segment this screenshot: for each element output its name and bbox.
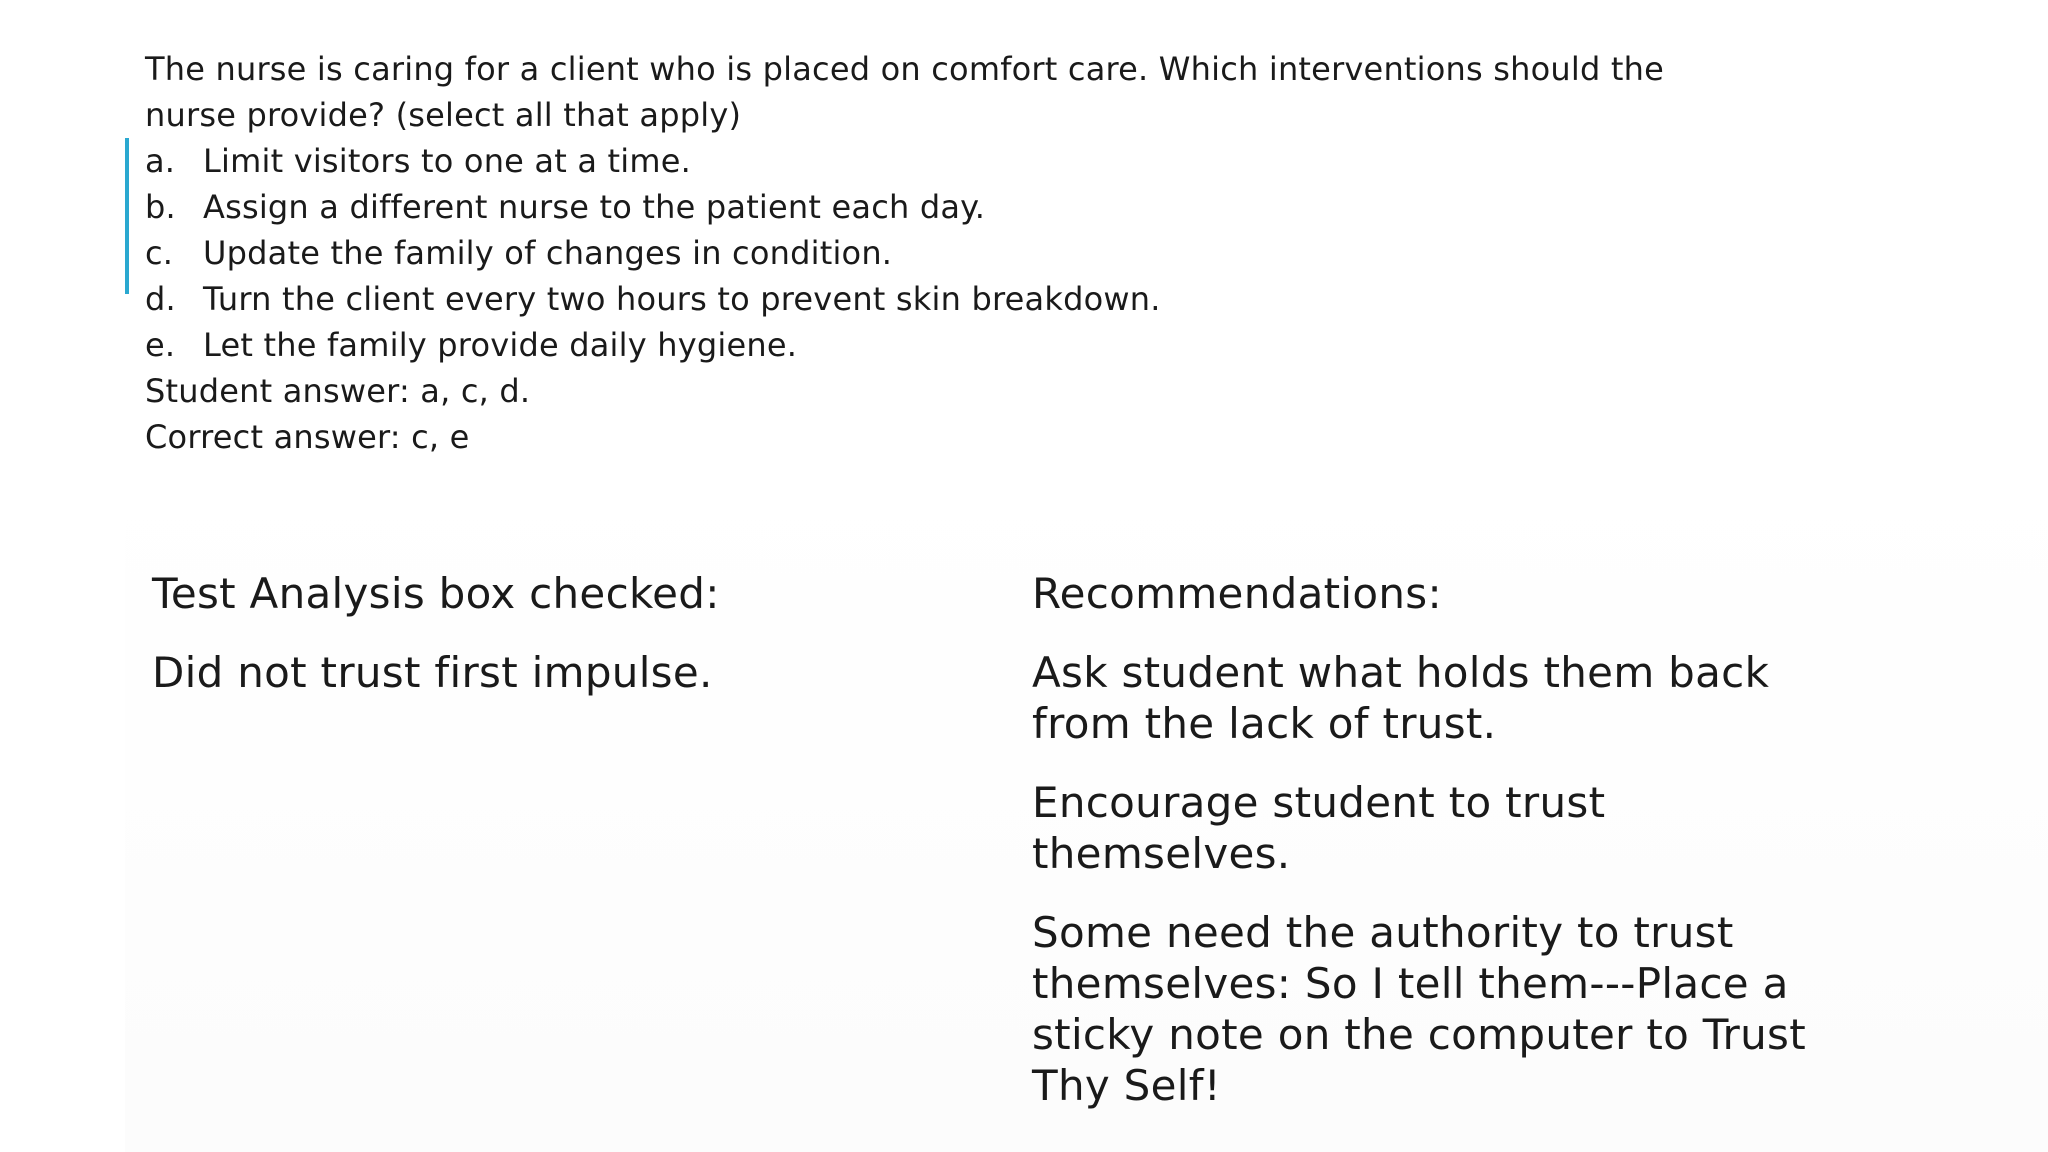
recommendation-item: Ask student what holds them back from the lack of trust. <box>1032 648 1770 748</box>
option-text: Assign a different nurse to the patient each day. <box>203 188 986 226</box>
correct-answer: Correct answer: c, e <box>145 418 470 456</box>
student-answer: Student answer: a, c, d. <box>145 372 531 410</box>
option-letter: b. <box>145 188 176 226</box>
recommendation-item: Some need the authority to trust themselves: So I tell them---Place a sticky note on the computer to Trust Thy Self! <box>1032 908 1806 1110</box>
option-b <box>145 184 1745 230</box>
option-text: Update the family of changes in condition. <box>203 234 893 272</box>
analysis-column <box>152 568 972 726</box>
recommendation-item: Encourage student to trust themselves. <box>1032 778 1606 878</box>
recommendations-column <box>1032 568 1852 1139</box>
option-text: Turn the client every two hours to prevent skin breakdown. <box>203 280 1161 318</box>
option-text: Limit visitors to one at a time. <box>203 142 692 180</box>
question-text: The nurse is caring for a client who is placed on comfort care. Which interventions should the nurse provide? (select all that apply) <box>145 50 1664 134</box>
recommendations-heading: Recommendations: <box>1032 569 1442 618</box>
option-a <box>145 138 1745 184</box>
option-letter: c. <box>145 234 174 272</box>
option-letter: d. <box>145 280 176 318</box>
analysis-heading: Test Analysis box checked: <box>152 569 720 618</box>
option-letter: a. <box>145 142 176 180</box>
analysis-item: Did not trust first impulse. <box>152 648 713 697</box>
option-letter: e. <box>145 326 176 364</box>
option-d <box>145 276 1745 322</box>
question-block <box>145 46 1745 460</box>
option-c <box>145 230 1745 276</box>
option-e <box>145 322 1745 368</box>
accent-bar <box>125 138 129 294</box>
option-text: Let the family provide daily hygiene. <box>203 326 798 364</box>
option-list <box>145 138 1745 368</box>
